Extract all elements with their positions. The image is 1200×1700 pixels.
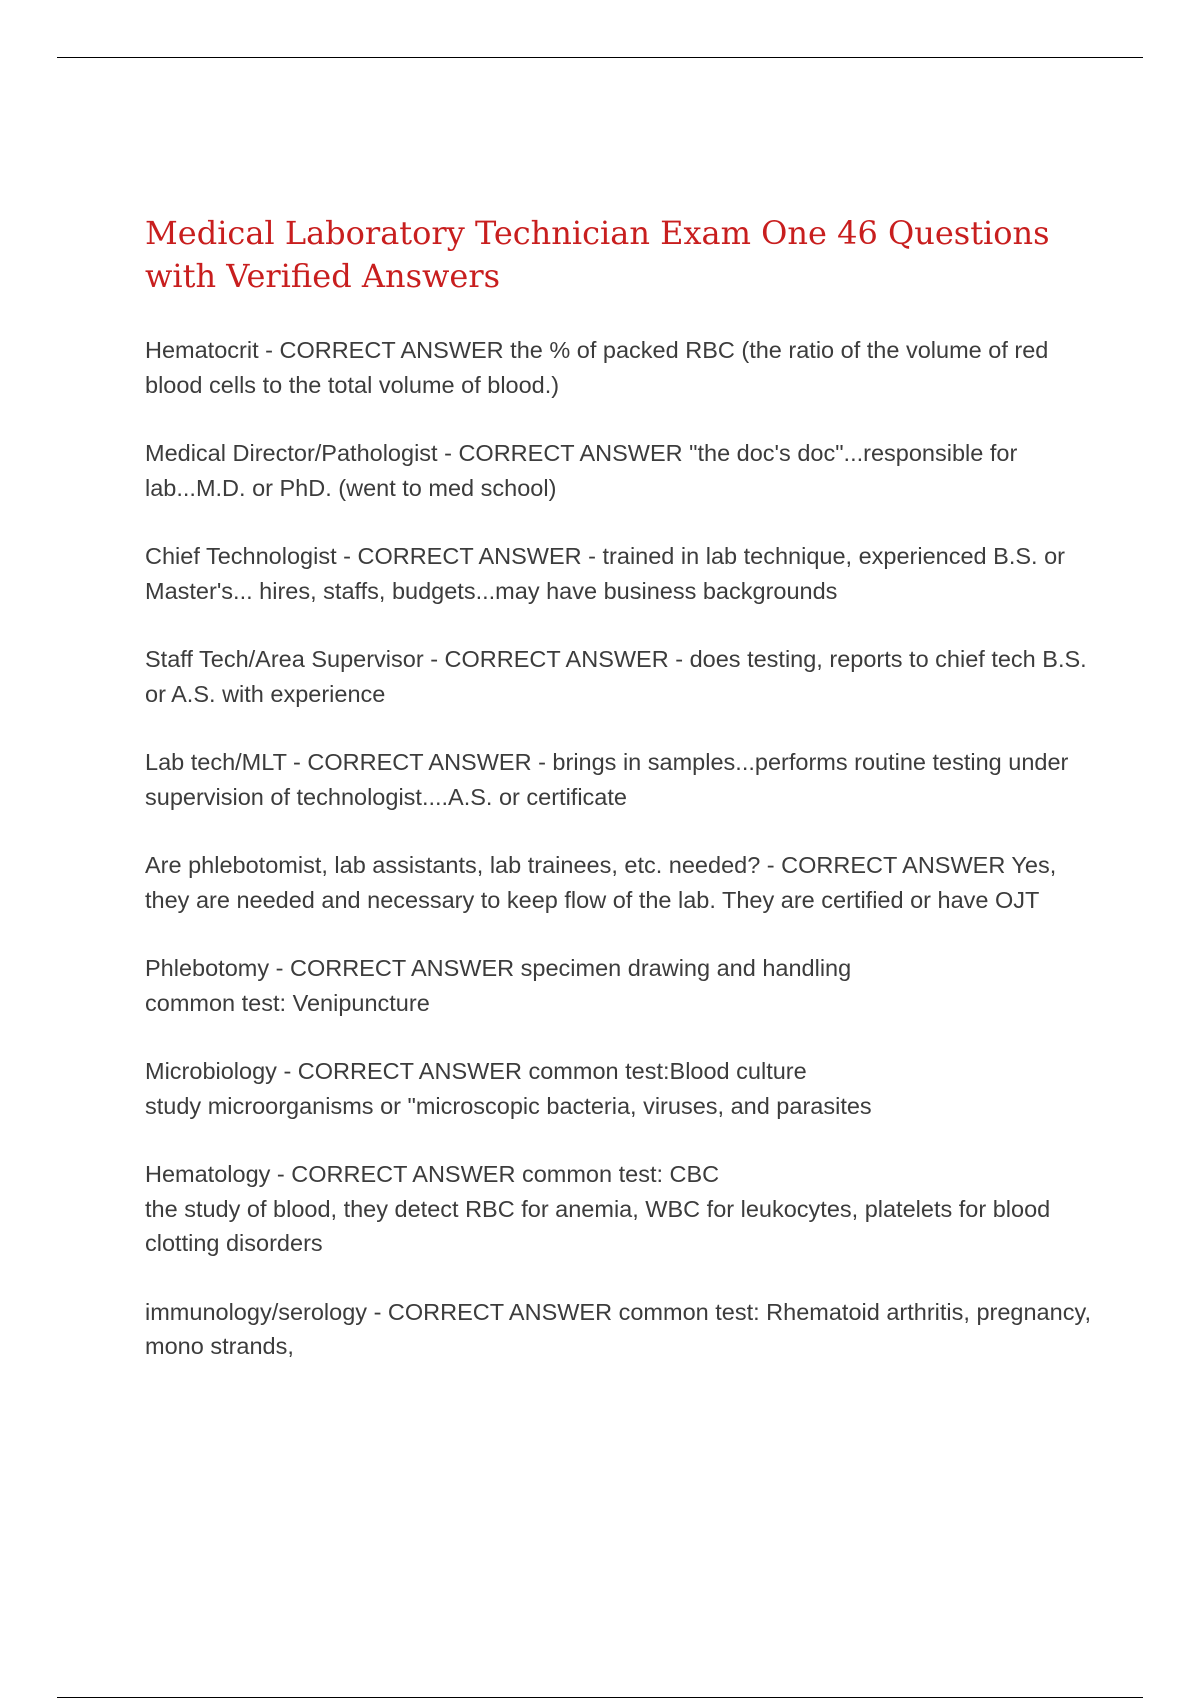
qa-entry-hematocrit: Hematocrit - CORRECT ANSWER the % of packed RBC (the ratio of the volume of red blood cells to the total volume of blood.) (145, 337, 1049, 398)
qa-entry-medical-director: Medical Director/Pathologist - CORRECT ANSWER "the doc's doc"...responsible for lab...M.D. or PhD. (went to med school) (145, 440, 1018, 501)
qa-entry-lab-tech: Lab tech/MLT - CORRECT ANSWER - brings in samples...performs routine testing under supervision of technologist....A.S. or certificate (145, 749, 1069, 810)
qa-list (145, 333, 1105, 1398)
qa-entry-microbiology: Microbiology - CORRECT ANSWER common test:Blood culture study microorganisms or "microscopic bacteria, viruses, and parasites (145, 1058, 872, 1119)
qa-entry-chief-technologist: Chief Technologist - CORRECT ANSWER - trained in lab technique, experienced B.S. or Master's... hires, staffs, budgets...may have business backgrounds (145, 543, 1065, 604)
qa-entry-phlebotomist-needed: Are phlebotomist, lab assistants, lab trainees, etc. needed? - CORRECT ANSWER Yes, they are needed and necessary to keep flow of the lab. They are certified or have OJT (145, 852, 1057, 913)
document-title: Medical Laboratory Technician Exam One 46 Questions with Verified Answers (145, 214, 1050, 295)
footer-rule (57, 1697, 1143, 1698)
qa-entry-immunology-serology: immunology/serology - CORRECT ANSWER common test: Rhematoid arthritis, pregnancy, mono strands, (145, 1298, 1091, 1359)
qa-entry-phlebotomy: Phlebotomy - CORRECT ANSWER specimen drawing and handling common test: Venipuncture (145, 955, 852, 1016)
header-rule (57, 57, 1143, 58)
qa-entry-hematology: Hematology - CORRECT ANSWER common test: CBC the study of blood, they detect RBC for anemia, WBC for leukocytes, platelets for blood clotting disorders (145, 1161, 1051, 1256)
qa-entry-staff-tech: Staff Tech/Area Supervisor - CORRECT ANSWER - does testing, reports to chief tech B.S. or A.S. with experience (145, 646, 1087, 707)
